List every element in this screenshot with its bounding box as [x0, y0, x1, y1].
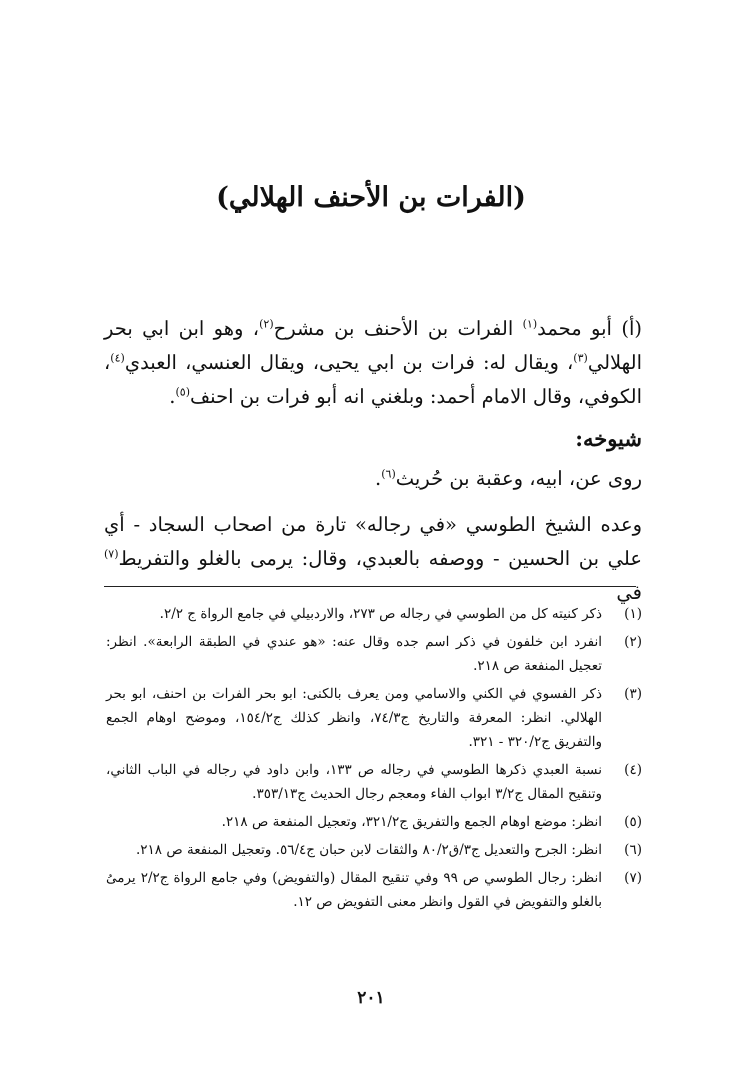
footnote-item	[106, 630, 642, 678]
footnote-number: (٤)	[624, 762, 642, 778]
footnote-ref: (٣)	[573, 351, 588, 365]
narration-paragraph	[104, 462, 642, 496]
footnote-item	[106, 682, 642, 754]
footnote-text: ذكر كنيته كل من الطوسي في رجاله ص ٢٧٣، والاردبيلي في جامع الرواة ج ٢/٢.	[159, 606, 602, 622]
footnote-number: (١)	[624, 606, 642, 622]
intro-paragraph	[104, 312, 642, 414]
entry-title: (الفرات بن الأحنف الهلالي)	[216, 182, 526, 213]
footnote-item	[106, 758, 642, 806]
footnote-text: انظر: رجال الطوسي ص ٩٩ وفي تنقيح المقال (والتفويض) وفي جامع الرواة ج٢/٢ يرمىُ بالغلو والتفويض في القول وانظر معنى التفويض ص ١٢.	[106, 870, 603, 910]
footnote-ref: (٥)	[175, 385, 190, 399]
footnote-divider	[104, 586, 636, 587]
footnote-text: انظر: موضع اوهام الجمع والتفريق ج٣٢١/٢، وتعجيل المنفعة ص ٢١٨.	[221, 814, 602, 830]
footnote-item	[106, 810, 642, 834]
narration-text: .	[375, 467, 382, 490]
footnote-text: نسبة العبدي ذكرها الطوسي في رجاله ص ١٣٣، وابن داود في رجاله في الباب الثاني، وتنقيح المقال ج٣/٢ ابواب الفاء ومعجم رجال الحديث ج٣٥٣/١٣.	[106, 762, 602, 802]
footnote-number: (٣)	[624, 686, 642, 702]
footnote-number: (٢)	[624, 634, 642, 650]
tusi-paragraph	[104, 508, 642, 610]
section-heading: شيوخه:	[575, 426, 642, 451]
intro-text: (أ) أبو محمد	[537, 317, 642, 340]
intro-text: ، الكوفي، وقال الامام أحمد: وبلغني انه أبو فرات بن احنف	[104, 351, 642, 408]
narration-text: روى عن، ابيه، وعقبة بن حُريث	[395, 467, 642, 490]
footnote-ref: (٢)	[259, 317, 274, 331]
footnote-number: (٦)	[624, 842, 642, 858]
footnotes-list	[106, 602, 642, 918]
intro-text: ، وهو ابن ابي بحر الهلالي	[104, 317, 642, 374]
footnote-item	[106, 866, 642, 914]
intro-text: الفرات بن الأحنف بن مشرح	[273, 317, 523, 340]
page-number: ٢٠١	[357, 988, 385, 1008]
tusi-text: وعده الشيخ الطوسي «في رجاله» تارة من اصحاب السجاد - أي علي بن الحسين - ووصفه بالعبدي، وقال: يرمى بالغلو والتفريط	[104, 513, 642, 570]
footnote-ref: (٦)	[381, 467, 396, 481]
footnote-number: (٧)	[624, 870, 642, 886]
footnote-item	[106, 838, 642, 862]
footnote-ref: (٧)	[104, 547, 119, 561]
footnote-text: انظر: الجرح والتعديل ج٣/ق٨٠/٢ والثقات لابن حبان ج٥٦/٤. وتعجيل المنفعة ص ٢١٨.	[135, 842, 602, 858]
footnote-item	[106, 602, 642, 626]
footnote-ref: (٤)	[110, 351, 125, 365]
footnote-text: ذكر الفسوي في الكني والاسامي ومن يعرف بالكنى: ابو بحر الفرات بن احنف، ابو بحر الهلالي. انظر: المعرفة والتاريخ ج٧٤/٣، وانظر كذلك ج١٥٤/٢، وموضح اوهام الجمع والتفريق ج٣٢٠/٢ - ٣٢١.	[106, 686, 603, 750]
footnote-number: (٥)	[624, 814, 642, 830]
footnote-ref: (١)	[522, 317, 538, 331]
intro-text: ، ويقال له: فرات بن ابي يحيى، ويقال العنسي، العبدي	[124, 351, 574, 374]
footnote-text: انفرد ابن خلفون في ذكر اسم جده وقال عنه: «هو عندي في الطبقة الرابعة». انظر: تعجيل المنفعة ص ٢١٨.	[106, 634, 602, 674]
intro-text: .	[169, 385, 176, 408]
tusi-text: في	[616, 581, 642, 604]
